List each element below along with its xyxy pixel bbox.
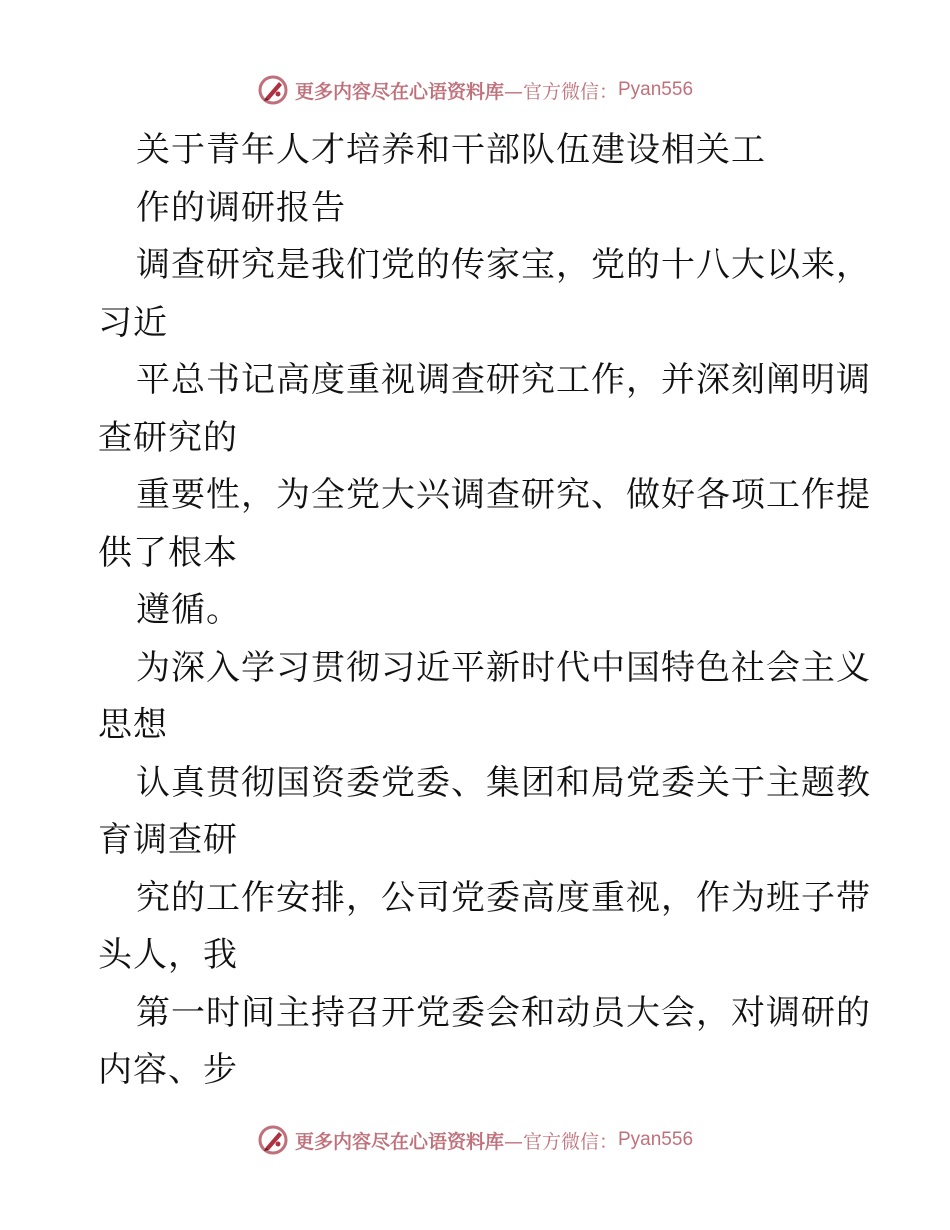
paragraph-line: 究的工作安排，公司党委高度重视，作为班子带 [136,877,871,918]
paragraph-line: 认真贯彻国资委党委、集团和局党委关于主题教 [136,762,871,803]
banner-text: 更多内容尽在心语资料库 [294,1130,504,1153]
paragraph-line: 习近 [98,302,168,343]
banner-account: Pyan556 [618,1129,694,1150]
banner-text: 更多内容尽在心语资料库 [294,80,504,103]
paragraph-line: 调查研究是我们党的传家宝，党的十八大以来， [136,245,871,285]
paragraph-line: 供了根本 [98,532,238,573]
paragraph-line: 遵循。 [136,590,241,630]
quill-circle-icon [257,1124,289,1156]
footer-banner [0,1120,950,1160]
paragraph-line: 查研究的 [98,417,238,458]
doc-title-line-1: 关于青年人才培养和干部队伍建设相关工 [136,130,766,170]
quill-circle-icon [257,74,289,106]
banner-account: Pyan556 [618,79,694,100]
paragraph-line: 思想 [98,705,168,745]
paragraph-line: 重要性，为全党大兴调查研究、做好各项工作提 [136,475,871,515]
banner-separator: —官方微信： [503,80,618,103]
document-body [98,122,871,1100]
paragraph-line: 内容、步 [98,1050,238,1090]
header-banner [0,70,950,110]
paragraph-line: 头人，我 [98,935,238,975]
paragraph-line: 第一时间主持召开党委会和动员大会，对调研的 [136,992,871,1033]
banner-separator: —官方微信： [503,1130,618,1153]
paragraph-line: 为深入学习贯彻习近平新时代中国特色社会主义 [136,647,871,688]
paragraph-line: 育调查研 [98,820,238,860]
doc-title-line-2: 作的调研报告 [136,187,346,228]
paragraph-line: 平总书记高度重视调查研究工作，并深刻阐明调 [136,360,871,400]
